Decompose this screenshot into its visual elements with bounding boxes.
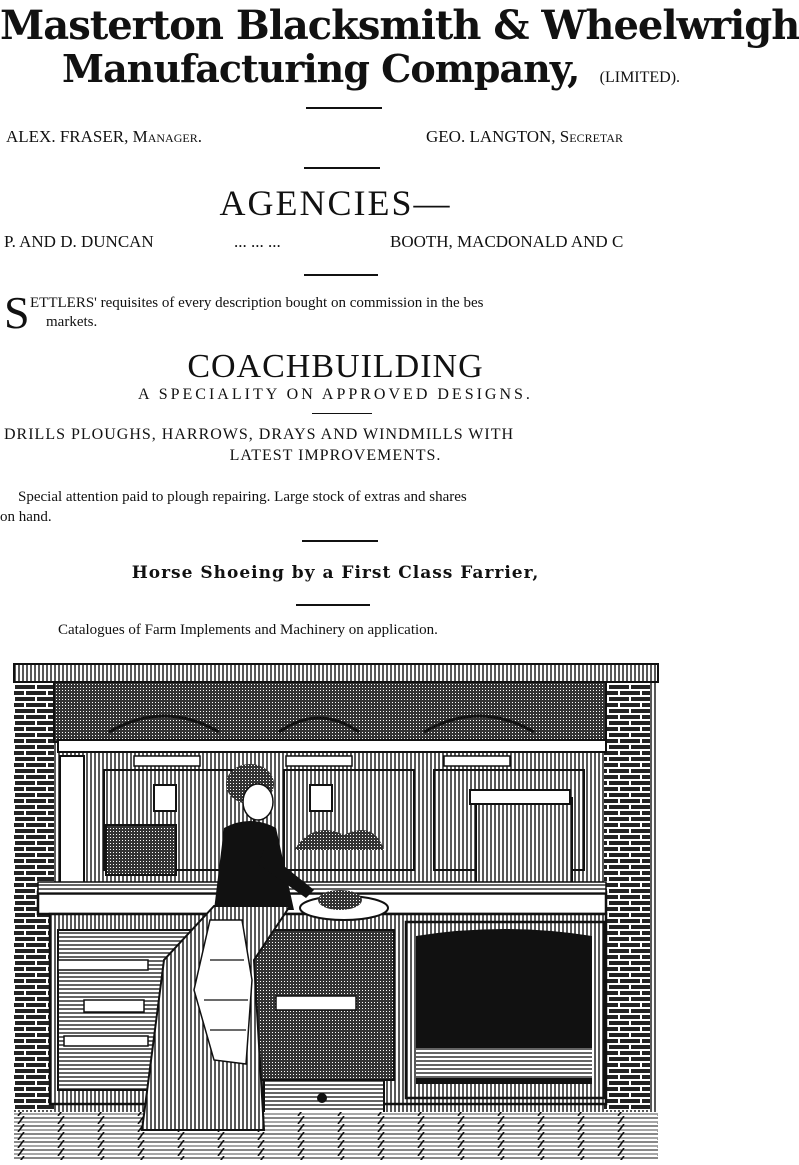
divider xyxy=(304,274,378,276)
divider xyxy=(302,540,378,542)
divider xyxy=(306,107,382,109)
floor-boards xyxy=(14,1112,658,1160)
limited-label: (LIMITED). xyxy=(599,69,681,86)
agency-left: P. AND D. DUNCAN xyxy=(4,232,154,251)
attention-line2: on hand. xyxy=(0,509,52,525)
secretary-name: GEO. LANGTON, xyxy=(426,127,556,146)
manager-line xyxy=(6,127,202,147)
divider xyxy=(304,167,380,169)
drills-line2: LATEST IMPROVEMENTS. xyxy=(229,447,442,464)
brick-right xyxy=(604,680,650,1110)
agency-dots: ... ... ... xyxy=(234,232,281,251)
divider xyxy=(296,604,370,606)
settlers-text-line1: ETTLERS' requisites of every description bought on commission in the bes xyxy=(30,295,484,311)
company-title-text: Manufacturing Company, xyxy=(62,46,580,91)
horse-shoeing-line: Horse Shoeing by a First Class Farrier, xyxy=(131,563,540,583)
coachbuilding-heading: COACHBUILDING xyxy=(187,348,484,385)
agencies-heading: AGENCIES— xyxy=(219,183,452,223)
settlers-drop-cap: S xyxy=(4,287,30,338)
manager-name: ALEX. FRASER, xyxy=(6,127,129,146)
manager-title: Manager. xyxy=(132,127,202,146)
kitchen-range-engraving xyxy=(14,660,658,1160)
attention-line1: Special attention paid to plough repairing. Large stock of extras and shares xyxy=(18,489,467,505)
agency-right: BOOTH, MACDONALD AND C xyxy=(390,232,624,251)
drills-line1: DRILLS PLOUGHS, HARROWS, DRAYS AND WINDMILLS WITH xyxy=(4,426,515,443)
coachbuilding-subheading: A SPECIALITY ON APPROVED DESIGNS. xyxy=(138,386,533,403)
company-title-line1: Masterton Blacksmith & Wheelwrigh xyxy=(0,2,799,49)
secretary-title: Secretar xyxy=(559,127,623,146)
settlers-text-line2: markets. xyxy=(46,314,98,330)
company-title-line2 xyxy=(62,46,680,91)
catalogues-line: Catalogues of Farm Implements and Machinery on application. xyxy=(58,622,438,638)
divider xyxy=(312,413,372,414)
secretary-line xyxy=(426,127,623,147)
